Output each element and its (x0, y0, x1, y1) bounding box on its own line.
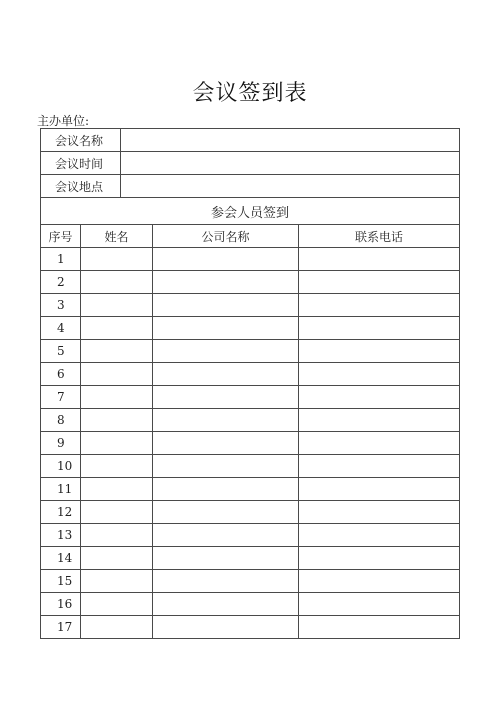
info-label-meeting-location: 会议地点 (41, 175, 121, 198)
table-row (41, 317, 460, 340)
table-row (41, 271, 460, 294)
column-header-phone: 联系电话 (299, 225, 460, 248)
info-label-meeting-name: 会议名称 (41, 129, 121, 152)
company-cell[interactable] (153, 570, 299, 593)
name-cell[interactable] (81, 570, 153, 593)
table-row (41, 616, 460, 639)
serial-cell: 13 (41, 524, 81, 547)
phone-cell[interactable] (299, 248, 460, 271)
phone-cell[interactable] (299, 432, 460, 455)
name-cell[interactable] (81, 317, 153, 340)
serial-cell: 2 (41, 271, 81, 294)
phone-cell[interactable] (299, 455, 460, 478)
table-row (41, 432, 460, 455)
serial-cell: 8 (41, 409, 81, 432)
name-cell[interactable] (81, 616, 153, 639)
table-row (41, 478, 460, 501)
table-row (41, 386, 460, 409)
info-value-meeting-time[interactable] (121, 152, 460, 175)
table-row (41, 248, 460, 271)
serial-cell: 12 (41, 501, 81, 524)
name-cell[interactable] (81, 547, 153, 570)
serial-cell: 11 (41, 478, 81, 501)
name-cell[interactable] (81, 593, 153, 616)
company-cell[interactable] (153, 248, 299, 271)
company-cell[interactable] (153, 478, 299, 501)
table-row (41, 570, 460, 593)
name-cell[interactable] (81, 432, 153, 455)
phone-cell[interactable] (299, 547, 460, 570)
info-row-meeting-location (41, 175, 460, 198)
serial-cell: 5 (41, 340, 81, 363)
info-value-meeting-name[interactable] (121, 129, 460, 152)
name-cell[interactable] (81, 271, 153, 294)
phone-cell[interactable] (299, 340, 460, 363)
info-label-meeting-time: 会议时间 (41, 152, 121, 175)
company-cell[interactable] (153, 524, 299, 547)
serial-cell: 4 (41, 317, 81, 340)
company-cell[interactable] (153, 616, 299, 639)
name-cell[interactable] (81, 478, 153, 501)
table-row (41, 547, 460, 570)
page-title: 会议签到表 (192, 81, 308, 106)
phone-cell[interactable] (299, 386, 460, 409)
phone-cell[interactable] (299, 409, 460, 432)
company-cell[interactable] (153, 363, 299, 386)
phone-cell[interactable] (299, 478, 460, 501)
company-cell[interactable] (153, 340, 299, 363)
serial-cell: 3 (41, 294, 81, 317)
section-title-row (41, 198, 460, 225)
info-row-meeting-name (41, 129, 460, 152)
name-cell[interactable] (81, 409, 153, 432)
organizer-label: 主办单位: (37, 114, 90, 128)
column-header-serial: 序号 (41, 225, 81, 248)
column-header-row (41, 225, 460, 248)
serial-cell: 10 (41, 455, 81, 478)
company-cell[interactable] (153, 409, 299, 432)
name-cell[interactable] (81, 501, 153, 524)
table-row (41, 593, 460, 616)
phone-cell[interactable] (299, 317, 460, 340)
phone-cell[interactable] (299, 524, 460, 547)
phone-cell[interactable] (299, 593, 460, 616)
info-value-meeting-location[interactable] (121, 175, 460, 198)
serial-cell: 7 (41, 386, 81, 409)
column-header-company: 公司名称 (153, 225, 299, 248)
company-cell[interactable] (153, 386, 299, 409)
phone-cell[interactable] (299, 363, 460, 386)
name-cell[interactable] (81, 386, 153, 409)
phone-cell[interactable] (299, 294, 460, 317)
sign-in-table (40, 128, 460, 639)
table-row (41, 409, 460, 432)
company-cell[interactable] (153, 501, 299, 524)
table-row (41, 363, 460, 386)
serial-cell: 9 (41, 432, 81, 455)
company-cell[interactable] (153, 547, 299, 570)
company-cell[interactable] (153, 593, 299, 616)
serial-cell: 15 (41, 570, 81, 593)
phone-cell[interactable] (299, 616, 460, 639)
serial-cell: 17 (41, 616, 81, 639)
name-cell[interactable] (81, 455, 153, 478)
company-cell[interactable] (153, 271, 299, 294)
company-cell[interactable] (153, 317, 299, 340)
column-header-name: 姓名 (81, 225, 153, 248)
table-row (41, 524, 460, 547)
table-row (41, 340, 460, 363)
phone-cell[interactable] (299, 501, 460, 524)
serial-cell: 14 (41, 547, 81, 570)
company-cell[interactable] (153, 432, 299, 455)
phone-cell[interactable] (299, 570, 460, 593)
table-row (41, 501, 460, 524)
info-row-meeting-time (41, 152, 460, 175)
phone-cell[interactable] (299, 271, 460, 294)
name-cell[interactable] (81, 248, 153, 271)
company-cell[interactable] (153, 294, 299, 317)
table-row (41, 455, 460, 478)
name-cell[interactable] (81, 340, 153, 363)
serial-cell: 6 (41, 363, 81, 386)
serial-cell: 1 (41, 248, 81, 271)
name-cell[interactable] (81, 524, 153, 547)
serial-cell: 16 (41, 593, 81, 616)
name-cell[interactable] (81, 363, 153, 386)
name-cell[interactable] (81, 294, 153, 317)
company-cell[interactable] (153, 455, 299, 478)
table-row (41, 294, 460, 317)
section-title: 参会人员签到 (41, 198, 460, 225)
